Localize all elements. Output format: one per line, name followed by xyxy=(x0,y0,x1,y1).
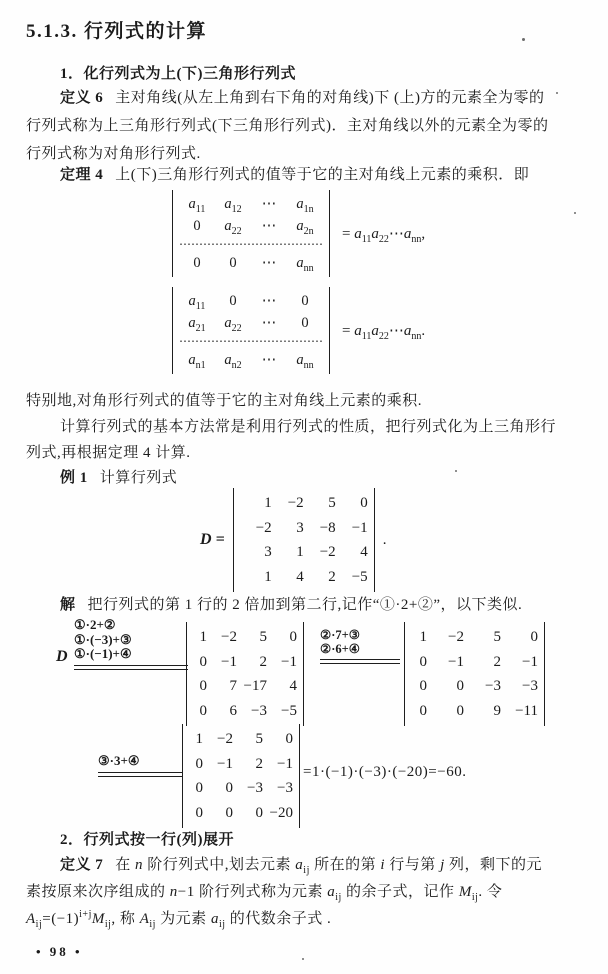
example1-label: 例 1 xyxy=(60,470,88,486)
matrix-cell: 4 xyxy=(289,678,297,694)
matrix-cell: $a_{22}$ xyxy=(224,218,242,237)
equation-period: . xyxy=(382,531,387,548)
definition-7-paragraph xyxy=(26,852,592,933)
subsection-1-title: 1．化行列式为上(下)三角形行列式 xyxy=(60,66,296,82)
row-op: ①·(−1)+④ xyxy=(74,646,132,661)
matrix-row: ⋯⋯⋯⋯⋯⋯⋯⋯⋯⋯⋯⋯ xyxy=(179,334,323,348)
matrix-cell: 3 xyxy=(296,519,304,536)
upper-triangular-determinant xyxy=(172,190,330,277)
def7-line-3: $A_{ij}=(-1)^{i+j}M_{ij}$, 称 $A_{ij}$ 为元素 $a_{ij}$ 的代数余子式 . xyxy=(26,909,332,930)
matrix-row xyxy=(240,491,368,516)
matrix-cell: −3 xyxy=(247,780,263,796)
matrix-cell: −5 xyxy=(351,568,368,585)
matrix-row xyxy=(179,349,323,371)
matrix-cell: 0 xyxy=(225,780,233,796)
matrix-cell: 0 xyxy=(289,629,297,645)
d-equals-label: D = xyxy=(200,531,225,548)
matrix-cell: 0 xyxy=(229,293,237,309)
matrix-cell: −11 xyxy=(515,702,538,719)
matrix-cell: −1 xyxy=(277,755,293,772)
definition-6-paragraph xyxy=(26,84,588,168)
matrix-cell: 0 xyxy=(301,293,309,309)
matrix-row xyxy=(179,193,323,215)
matrix-cell: 1 xyxy=(419,629,427,645)
def7-text-1: 在 n 阶行列式中,划去元素 $a_{ij}$ 所在的第 i 行与第 j 列，剩下的元 xyxy=(115,857,542,876)
lower-det-result: = $a_{11}a_{22}\cdots a_{nn}$. xyxy=(342,323,426,342)
matrix-cell: 0 xyxy=(285,731,293,747)
matrix-cell: 0 xyxy=(419,678,427,694)
special-line-1: 特别地,对角形行列式的值等于它的主对角线上元素的乘积. xyxy=(26,393,423,409)
matrix-cell: ⋯ xyxy=(261,293,277,309)
upper-triangular-equation xyxy=(172,190,425,277)
section-heading: 5.1.3. 行列式的计算 xyxy=(26,21,208,42)
double-rule xyxy=(74,665,188,670)
matrix-cell: 0 xyxy=(199,702,207,719)
matrix-cell: −3 xyxy=(485,678,501,694)
scan-artifact xyxy=(302,958,304,960)
upper-det-result: = $a_{11}a_{22}\cdots a_{nn}$, xyxy=(342,226,426,245)
matrix-cell: −3 xyxy=(251,702,267,719)
matrix-cell: 3 xyxy=(264,544,272,560)
def7-line-1 xyxy=(26,852,592,879)
example-determinant-d xyxy=(233,488,375,592)
matrix-row xyxy=(240,565,368,590)
matrix-cell: ⋯ xyxy=(261,352,277,368)
matrix-cell: $a_{nn}$ xyxy=(296,352,314,371)
matrix-cell: 6 xyxy=(229,702,237,719)
row-op: ③·3+④ xyxy=(98,753,140,768)
def6-label: 定义 6 xyxy=(60,90,104,106)
matrix-cell: 2 xyxy=(259,653,267,670)
intermediate-determinant-2 xyxy=(404,622,545,726)
matrix-row xyxy=(411,674,538,699)
matrix-cell: 0 xyxy=(456,678,464,694)
matrix-row xyxy=(189,776,293,801)
matrix-row xyxy=(240,540,368,565)
matrix-cell: 4 xyxy=(360,544,368,560)
matrix-row xyxy=(189,752,293,777)
matrix-cell: 0 xyxy=(199,653,207,670)
matrix-cell: −2 xyxy=(319,544,336,560)
row-op: ①·(−3)+③ xyxy=(74,631,132,647)
matrix-cell: $a_{22}$ xyxy=(224,315,242,334)
matrix-cell: ⋯ xyxy=(261,218,277,234)
theorem-4-line xyxy=(26,161,608,189)
matrix-cell: −1 xyxy=(522,653,538,670)
matrix-row: ⋯⋯⋯⋯⋯⋯⋯⋯⋯⋯⋯⋯ xyxy=(179,237,323,251)
matrix-cell: −17 xyxy=(243,678,267,694)
matrix-cell: $a_{1n}$ xyxy=(296,196,314,215)
matrix-cell: −2 xyxy=(221,629,237,645)
scan-artifact xyxy=(522,38,525,41)
matrix-cell: −2 xyxy=(217,731,233,747)
matrix-row xyxy=(193,674,297,699)
matrix-cell: 0 xyxy=(199,678,207,694)
matrix-cell: 0 xyxy=(195,804,203,821)
matrix-cell: 0 xyxy=(193,255,201,271)
matrix-row xyxy=(179,312,323,334)
matrix-cell: −8 xyxy=(319,519,336,536)
calc-step-1 xyxy=(0,614,608,726)
double-rule xyxy=(320,659,400,664)
def6-text-1: 主对角线(从左上角到右下角的对角线)下 (上)方的元素全为零的 xyxy=(115,90,545,106)
matrix-cell: 1 xyxy=(264,568,272,585)
matrix-cell: 5 xyxy=(493,629,501,645)
special-line-3: 列式,再根据定理 4 计算. xyxy=(26,445,191,461)
matrix-cell: 1 xyxy=(199,629,207,645)
matrix-cell: 2 xyxy=(493,653,501,670)
matrix-cell: ⋯ xyxy=(261,315,277,331)
matrix-cell: −3 xyxy=(277,780,293,796)
matrix-cell: 2 xyxy=(255,755,263,772)
matrix-row xyxy=(189,801,293,826)
row-op: ②·7+③ xyxy=(320,628,360,642)
matrix-cell: 0 xyxy=(193,218,201,234)
matrix-cell: $a_{12}$ xyxy=(224,196,242,215)
matrix-cell: $a_{2n}$ xyxy=(296,218,314,237)
special-line-2: 计算行列式的基本方法常是利用行列式的性质，把行列式化为上三角形行 xyxy=(60,419,557,435)
def7-line-2: 素按原来次序组成的 n−1 阶行列式称为元素 $a_{ij}$ 的余子式，记作 $M_{ij}$. 令 xyxy=(26,884,503,903)
matrix-cell: 5 xyxy=(328,495,336,511)
special-note-paragraph xyxy=(26,388,588,466)
calc-step-2 xyxy=(0,722,608,826)
matrix-cell: ⋯ xyxy=(261,255,277,271)
matrix-row xyxy=(193,625,297,650)
row-operations-3 xyxy=(98,754,182,777)
final-triangular-determinant xyxy=(182,724,300,828)
matrix-cell: −1 xyxy=(448,653,464,670)
matrix-cell: $a_{11}$ xyxy=(188,196,206,215)
matrix-cell: 0 xyxy=(419,702,427,719)
matrix-cell: ⋯ xyxy=(261,196,277,212)
row-op: ②·6+④ xyxy=(320,642,360,656)
subsection-2-title: 2．行列式按一行(列)展开 xyxy=(60,832,234,848)
final-result: =1·(−1)·(−3)·(−20)=−60. xyxy=(303,764,467,780)
matrix-cell: $a_{21}$ xyxy=(188,315,206,334)
example1-title: 计算行列式 xyxy=(99,470,178,486)
matrix-cell: −2 xyxy=(255,519,272,536)
lower-triangular-equation xyxy=(172,287,425,374)
matrix-row xyxy=(179,290,323,312)
matrix-cell: $a_{n2}$ xyxy=(224,352,242,371)
solution-label: 解 xyxy=(60,597,76,613)
def6-line-1 xyxy=(26,84,588,112)
matrix-cell: $a_{11}$ xyxy=(188,293,206,312)
matrix-cell: 0 xyxy=(195,780,203,796)
matrix-cell: 0 xyxy=(229,255,237,271)
matrix-cell: 5 xyxy=(259,629,267,645)
matrix-row xyxy=(193,699,297,724)
matrix-cell: 9 xyxy=(493,702,501,719)
def7-label: 定义 7 xyxy=(60,857,104,873)
solution-text: 把行列式的第 1 行的 2 倍加到第二行,记作“①·2+②”，以下类似. xyxy=(87,597,523,613)
matrix-cell: 0 xyxy=(456,702,464,719)
matrix-cell: −2 xyxy=(287,495,304,511)
matrix-cell: −1 xyxy=(281,653,297,670)
matrix-row xyxy=(179,215,323,237)
matrix-row xyxy=(193,650,297,675)
scan-artifact xyxy=(574,212,576,214)
matrix-row xyxy=(240,516,368,541)
double-rule xyxy=(98,772,182,777)
matrix-row xyxy=(411,625,538,650)
matrix-cell: 0 xyxy=(225,804,233,821)
matrix-cell: 4 xyxy=(296,568,304,585)
scan-artifact xyxy=(455,470,457,472)
def6-line-2: 行列式称为上三角形行列式(下三角形行列式)．主对角线以外的元素全为零的 xyxy=(26,118,549,134)
matrix-cell: −1 xyxy=(221,653,237,670)
matrix-cell: $a_{n1}$ xyxy=(188,352,206,371)
matrix-cell: 0 xyxy=(419,653,427,670)
matrix-cell: −3 xyxy=(522,678,538,694)
matrix-cell: −20 xyxy=(269,804,293,821)
matrix-cell: 1 xyxy=(195,731,203,747)
matrix-cell: −5 xyxy=(281,702,297,719)
thm4-text: 上(下)三角形行列式的值等于它的主对角线上元素的乘积．即 xyxy=(115,167,530,183)
matrix-cell: 2 xyxy=(328,568,336,585)
example-1-line xyxy=(60,464,177,492)
matrix-cell: −1 xyxy=(351,519,368,536)
example-determinant-equation xyxy=(200,488,386,592)
matrix-cell: 0 xyxy=(195,755,203,772)
thm4-label: 定理 4 xyxy=(60,167,104,183)
lower-triangular-determinant xyxy=(172,287,330,374)
page-number: • 98 • xyxy=(36,944,83,959)
matrix-cell: $a_{nn}$ xyxy=(296,255,314,274)
row-op: ①·2+② xyxy=(74,617,116,632)
matrix-cell: 1 xyxy=(296,544,304,560)
calc-d-label: D xyxy=(56,648,68,665)
matrix-cell: 0 xyxy=(301,315,309,331)
row-operations-1 xyxy=(74,618,188,670)
matrix-cell: −1 xyxy=(217,755,233,772)
matrix-cell: −2 xyxy=(448,629,464,645)
matrix-row xyxy=(189,727,293,752)
matrix-cell: 7 xyxy=(229,678,237,694)
intermediate-determinant-1 xyxy=(186,622,304,726)
matrix-cell: 0 xyxy=(360,495,368,511)
matrix-row xyxy=(411,699,538,724)
matrix-row xyxy=(179,252,323,274)
def6-line-3: 行列式称为对角形行列式. xyxy=(26,146,201,162)
matrix-cell: 0 xyxy=(530,629,538,645)
matrix-cell: 1 xyxy=(264,495,272,511)
row-operations-2 xyxy=(320,628,400,664)
matrix-cell: 5 xyxy=(255,731,263,747)
matrix-cell: 0 xyxy=(255,804,263,821)
matrix-row xyxy=(411,650,538,675)
